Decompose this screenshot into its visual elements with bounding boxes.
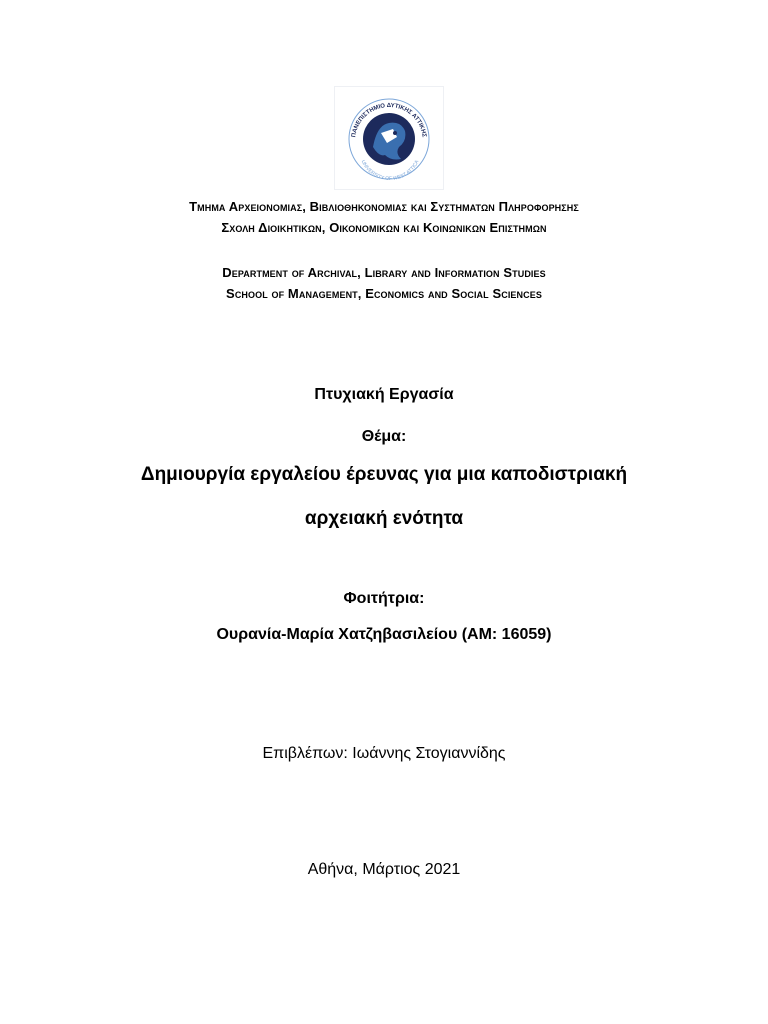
svg-text:UNIVERSITY OF WEST ATTICA: UNIVERSITY OF WEST ATTICA (359, 159, 421, 183)
student-name: Ουρανία-Μαρία Χατζηβασιλείου (ΑΜ: 16059) (216, 626, 552, 643)
thesis-title-line-2: αρχειακή ενότητα (304, 508, 464, 529)
department-greek: Τμημα Αρχειονομιας, Βιβλιοθηκονομιας και Συστηματων Πληροφορησης (189, 199, 579, 214)
subject-label: Θέμα: (361, 428, 407, 445)
thesis-title-line-1: Δημιουργία εργαλείου έρευνας για μια καποδιστριακή (140, 464, 628, 485)
university-logo (334, 86, 444, 190)
university-seal-icon (335, 87, 443, 189)
school-english: School of Management, Economics and Social Sciences (226, 286, 542, 301)
student-label: Φοιτήτρια: (343, 590, 425, 607)
school-greek: Σχολη Διοικητικων, Οικονομικων και Κοινωνικων Επιστημων (221, 220, 547, 235)
place-date: Αθήνα, Μάρτιος 2021 (307, 861, 461, 878)
supervisor: Επιβλέπων: Ιωάννης Στογιαννίδης (262, 745, 506, 762)
department-english: Department of Archival, Library and Information Studies (222, 265, 546, 280)
thesis-type: Πτυχιακή Εργασία (314, 386, 454, 403)
svg-text:ΠΑΝΕΠΙΣΤΗΜΙΟ ΔΥΤΙΚΗΣ ΑΤΤΙΚΗΣ: ΠΑΝΕΠΙΣΤΗΜΙΟ ΔΥΤΙΚΗΣ ΑΤΤΙΚΗΣ (351, 102, 427, 138)
